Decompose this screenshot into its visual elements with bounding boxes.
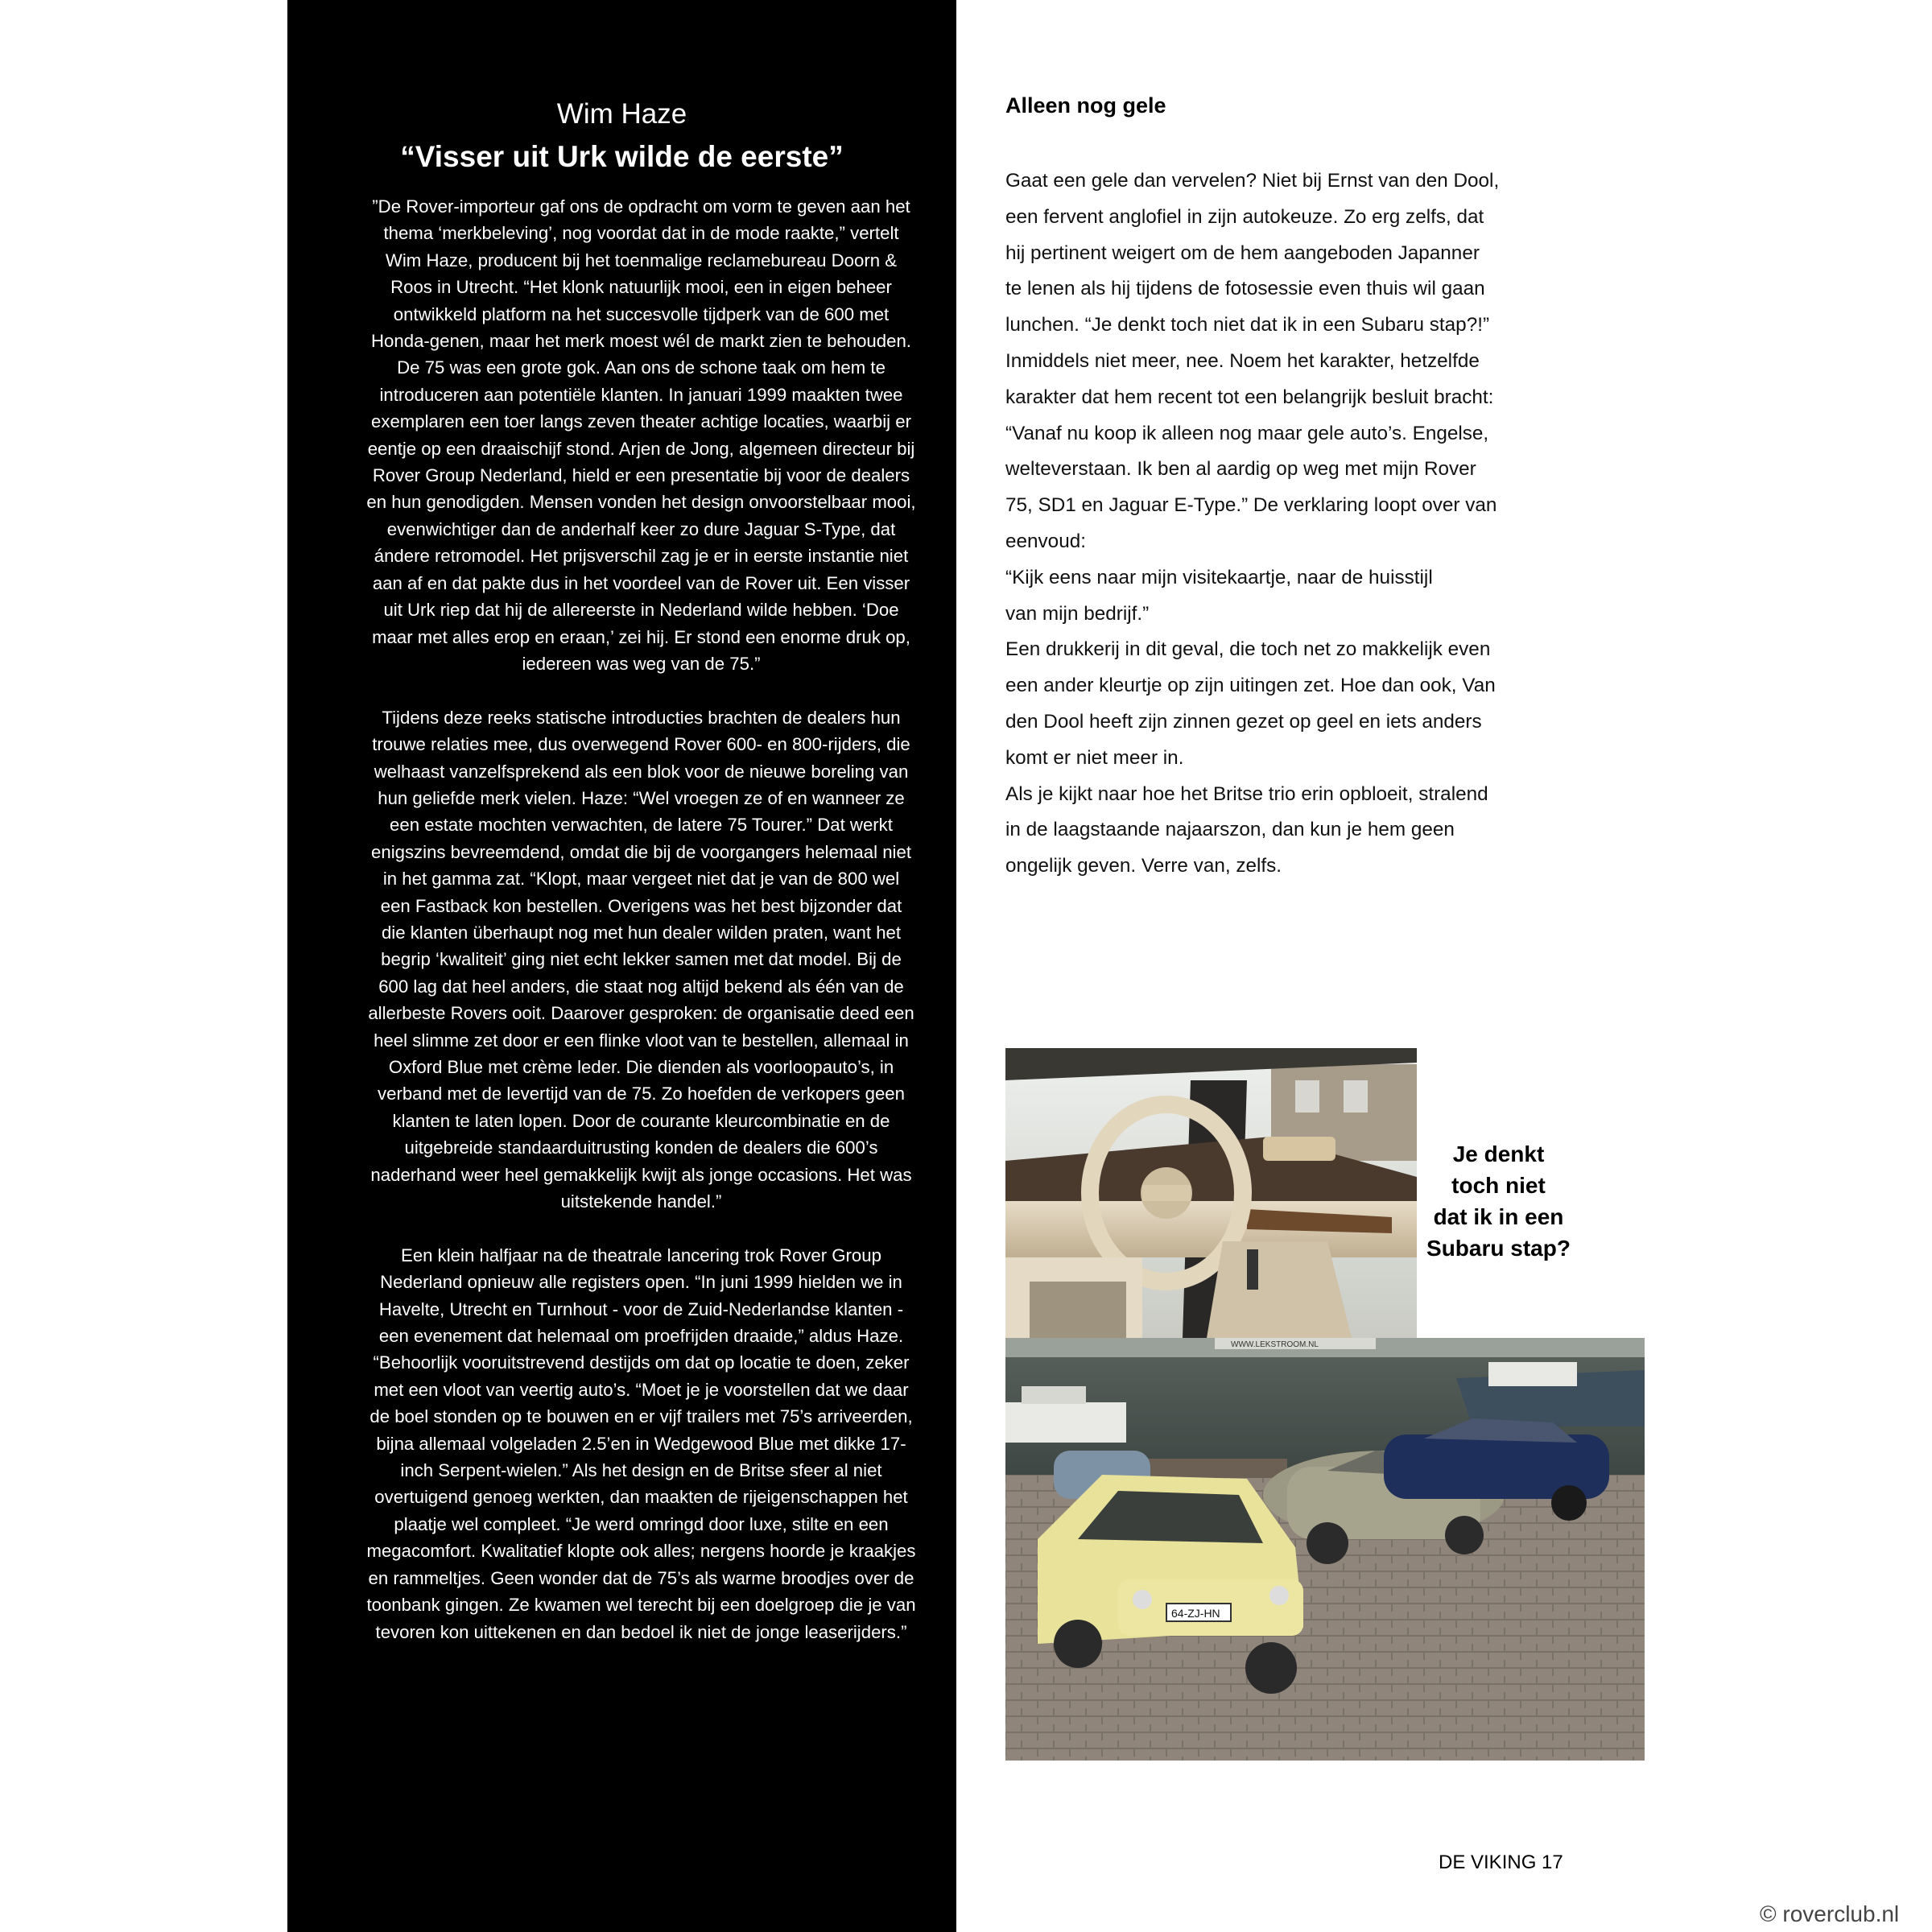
harbor-banner-text: WWW.LEKSTROOM.NL (1231, 1340, 1319, 1349)
sidebar-paragraph-3: Een klein halfjaar na de theatrale lancering trok Rover Group Nederland opnieuw alle registers open. “In juni 1999 hielden we in Havelte, Utrecht en Turnhout - voor de Zuid-Nederlandse klanten - een evenement dat helemaal om proefrijden draaide,” aldus Haze. “Behoorlijk vooruitstrevend destijds om dat op locatie te doen, zeker met een vloot van veertig auto’s. “Moet je je voorstellen dat we daar de boel stonden op te bouwen en er vijf trailers met 75’s arriveerden, bijna allemaal volgeladen 2.5’en in Wedgewood Blue met dikke 17-inch Serpent-wielen.” Als het design en de Britse sfeer al niet overtuigend genoeg werkten, dan maakten de rijeigenschappen het plaatje wel compleet. “Je werd omringd door luxe, stilte en een megacomfort. Kwalitatief klopte ook alles; nergens hoorde je kraakjes en rammeltjes. Geen wonder dat de 75’s als warme broodjes over de toonbank gingen. Ze kwamen wel terecht bij een doelgroep die je van tevoren kon uittekenen en dan bedoel ik niet de jonge leaserijders.” (366, 1245, 916, 1642)
article-line: een fervent anglofiel in zijn autokeuze. Zo erg zelfs, dat (1005, 205, 1484, 228)
interviewee-name: Wim Haze (556, 98, 687, 130)
cars-illustration (1005, 1338, 1645, 1761)
article-heading: Alleen nog gele (1005, 93, 1166, 118)
pull-quote-line: Subaru stap? (1426, 1236, 1571, 1261)
article-line: welteverstaan. Ik ben al aardig op weg met mijn Rover (1005, 458, 1476, 481)
article-line: 75, SD1 en Jaguar E-Type.” De verklaring loopt over van (1005, 494, 1497, 517)
article-line: in de laagstaande najaarszon, dan kun je hem geen (1005, 819, 1455, 841)
article-body (1005, 163, 1553, 885)
interior-illustration (1005, 1048, 1417, 1338)
article-line: komt er niet meer in. (1005, 746, 1184, 769)
article-line: “Kijk eens naar mijn visitekaartje, naar de huisstijl (1005, 566, 1433, 588)
article-line: lunchen. “Je denkt toch niet dat ik in een Subaru stap?!” (1005, 314, 1490, 336)
pull-quote (1417, 1138, 1580, 1264)
article-line: ongelijk geven. Verre van, zelfs. (1005, 855, 1282, 877)
sidebar-text (366, 193, 916, 1672)
article-line: eenvoud: (1005, 530, 1086, 552)
pull-quote-line: toch niet (1451, 1173, 1546, 1198)
article-line: hij pertinent weigert om de hem aangeboden Japanner (1005, 242, 1480, 264)
cars-photo (1005, 1338, 1645, 1761)
watermark: © roverclub.nl (1760, 1901, 1900, 1926)
article-line: “Vanaf nu koop ik alleen nog maar gele auto’s. Engelse, (1005, 422, 1489, 444)
article-line: Inmiddels niet meer, nee. Noem het karakter, hetzelfde (1005, 349, 1480, 372)
article-line: Gaat een gele dan vervelen? Niet bij Ernst van den Dool, (1005, 170, 1500, 192)
sidebar-paragraph-2: Tijdens deze reeks statische introducties brachten de dealers hun trouwe relaties mee, dus overwegend Rover 600- en 800-rijders, die welhaast vanzelfsprekend als een blok voor de nieuwe boreling van hun geliefde merk vielen. Haze: “Wel vroegen ze of en wanneer ze een estate mochten verwachten, de latere 75 Tourer.” Dat werkt enigszins bevreemdend, omdat die bij de voorgangers helemaal niet in het gamma zat. “Klopt, maar vergeet niet dat je van de 800 wel een Fastback kon bestellen. Overigens was het best bijzonder dat die klanten überhaupt nog met hun dealer wilden praten, want het begrip ‘kwaliteit’ ging niet echt lekker samen met dat model. Bij de 600 lag dat heel anders, die staat nog altijd bekend als één van de allerbeste Rovers ooit. Daarover gesproken: de organisatie deed een heel slimme zet door er een flinke vloot van te bestellen, allemaal in Oxford Blue met crème leder. Die dienden als voorloopauto’s, in verband met de levertijd van de 75. Zo hoefden de verkopers geen klanten te laten lopen. Door de courante kleurcombinatie en de uitgebreide standaarduitrusting konden de dealers die 600’s naderhand weer heel gemakkelijk kwijt als jonge occasions. Het was uitstekende handel.” (368, 707, 914, 1212)
article-line: van mijn bedrijf.” (1005, 602, 1150, 625)
license-plate-text: 64-ZJ-HN (1171, 1607, 1220, 1620)
article-line: karakter dat hem recent tot een belangrijk besluit bracht: (1005, 386, 1494, 408)
pull-quote-line: Je denkt (1452, 1141, 1545, 1166)
article-line: den Dool heeft zijn zinnen gezet op geel en iets anders (1005, 710, 1482, 733)
sidebar-title: “Visser uit Urk wilde de eerste” (400, 140, 844, 173)
article-line: Een drukkerij in dit geval, die toch net zo makkelijk even (1005, 638, 1491, 661)
interior-photo (1005, 1048, 1417, 1338)
article-line: Als je kijkt naar hoe het Britse trio erin opbloeit, stralend (1005, 782, 1488, 805)
article-line: een ander kleurtje op zijn uitingen zet. Hoe dan ook, Van (1005, 675, 1496, 697)
page-number: DE VIKING 17 (1439, 1852, 1563, 1873)
sidebar-paragraph-1: ”De Rover-importeur gaf ons de opdracht om vorm te geven aan het thema ‘merkbeleving’, nog voordat dat in de mode raakte,” vertelt Wim Haze, producent bij het toenmalige reclamebureau Doorn & Roos in Utrecht. “Het klonk natuurlijk mooi, een in eigen beheer ontwikkeld platform na het succesvolle tijdperk van de 600 met Honda-genen, maar het merk moest wél de markt zien te behouden. De 75 was een grote gok. Aan ons de schone taak om hem te introduceren aan potentiële klanten. In januari 1999 maakten twee exemplaren een toer langs zeven theater achtige locaties, waarbij er eentje op een draaischijf stond. Arjen de Jong, algemeen directeur bij Rover Group Nederland, hield er een presentatie bij voor de dealers en hun genodigden. Mensen vonden het design onvoorstelbaar mooi, evenwichtiger dan de anderhalf keer zo dure Jaguar S-Type, dat ándere retromodel. Het prijsverschil zag je er in eerste instantie niet aan af en dat pakte dus in het voordeel van de Rover uit. Een visser uit Urk riep dat hij de allereerste in Nederland wilde hebben. ‘Doe maar met alles erop en eraan,’ zei hij. Er stond een enorme druk op, iedereen was weg van de 75.” (366, 196, 916, 674)
article-line: te lenen als hij tijdens de fotosessie even thuis wil gaan (1005, 278, 1485, 300)
sidebar-header (287, 95, 956, 177)
pull-quote-line: dat ik in een (1433, 1204, 1564, 1229)
